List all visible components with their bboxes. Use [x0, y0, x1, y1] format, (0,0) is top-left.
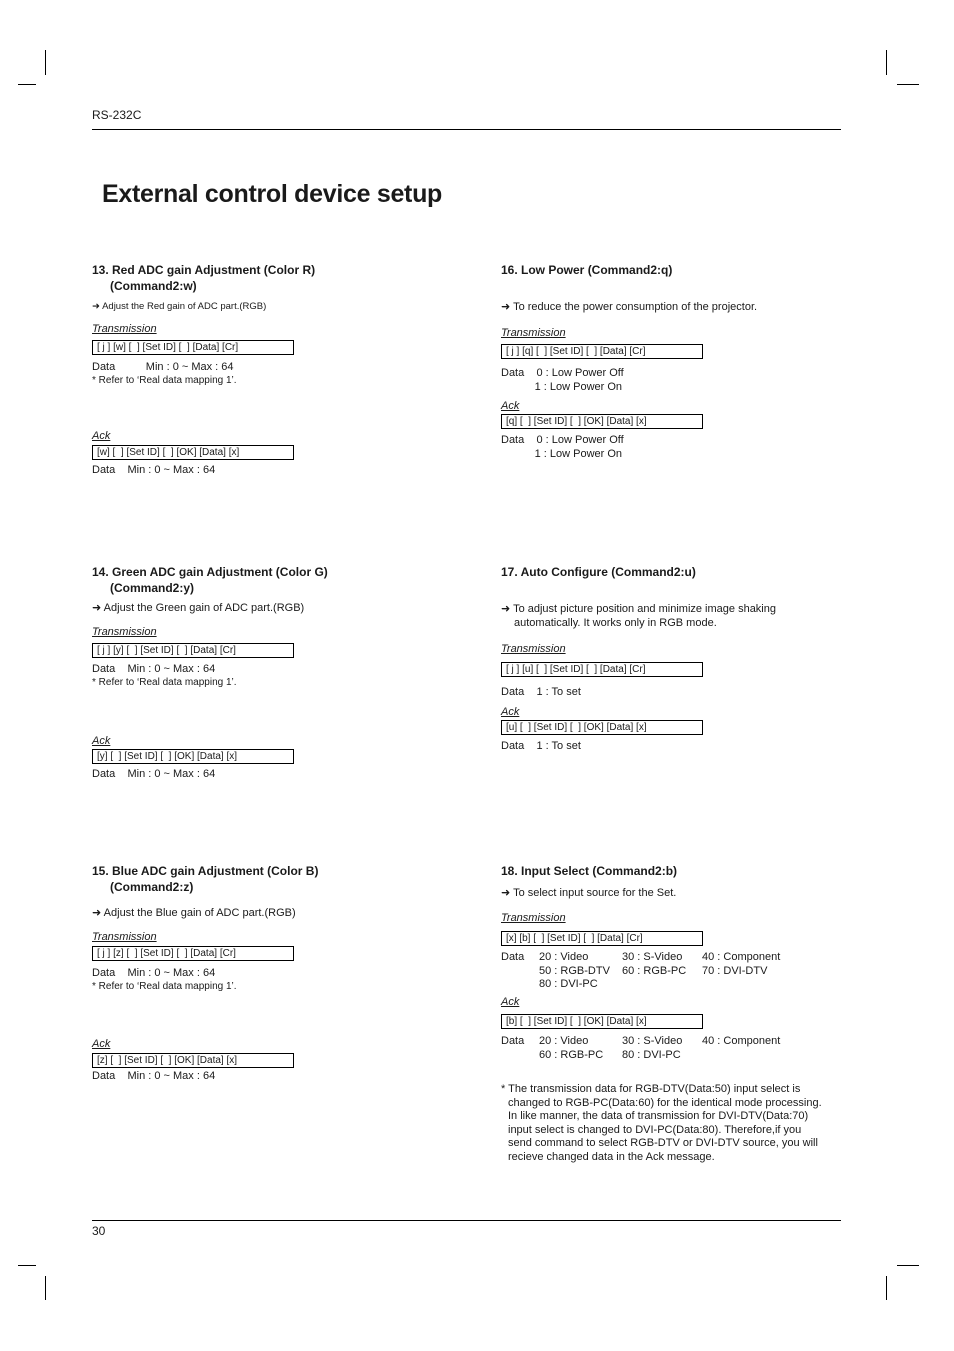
transmission-command-box: [ j ] [w] [ ] [Set ID] [ ] [Data] [Cr] [92, 340, 294, 355]
ack-data-option: 30 : S-Video [622, 1035, 683, 1047]
ack-data-option: 40 : Component [702, 1035, 781, 1047]
transmission-label: Transmission [501, 643, 566, 655]
transmission-command-box: [ j ] [y] [ ] [Set ID] [ ] [Data] [Cr] [92, 643, 294, 658]
data-option: 50 : RGB-DTV [539, 964, 610, 977]
section-title: 16. Low Power (Command2:q) [501, 263, 673, 277]
transmission-label: Transmission [92, 626, 157, 638]
transmission-command-box: [ j ] [q] [ ] [Set ID] [ ] [Data] [Cr] [501, 344, 703, 359]
ack-data-option: 1 : Low Power On [501, 448, 623, 460]
transmission-label: Transmission [501, 912, 566, 924]
section-description: ➜ To reduce the power consumption of the projector. [501, 301, 758, 313]
transmission-command-box: [x] [b] [ ] [Set ID] [ ] [Data] [Cr] [501, 931, 703, 946]
ack-data-option: Data 0 : Low Power Off [501, 434, 624, 446]
section-13 [92, 262, 472, 477]
data-option: 1 : Low Power On [501, 381, 623, 393]
ack-data-option: Data 1 : To set [501, 740, 581, 752]
section-description: ➜ Adjust the Blue gain of ADC part.(RGB) [92, 907, 296, 919]
ack-command-box: [w] [ ] [Set ID] [ ] [OK] [Data] [x] [92, 445, 294, 460]
data-option: 30 : S-Video [622, 951, 683, 963]
data-label: Data [501, 951, 525, 963]
ack-data-range: Data Min : 0 ~ Max : 64 [92, 1070, 216, 1082]
data-option: 20 : Video [539, 951, 589, 963]
mapping-note: * Refer to ‘Real data mapping 1’. [92, 981, 237, 992]
section-17 [501, 564, 881, 753]
data-range: Data Min : 0 ~ Max : 64 [92, 361, 234, 373]
section-title: 17. Auto Configure (Command2:u) [501, 565, 696, 579]
ack-command-box: [u] [ ] [Set ID] [ ] [OK] [Data] [x] [501, 720, 703, 735]
mapping-note: * Refer to ‘Real data mapping 1’. [92, 677, 237, 688]
crop-mark [18, 84, 36, 85]
transmission-label: Transmission [92, 931, 157, 943]
header-section-label: RS-232C [92, 108, 142, 122]
data-option: 40 : Component [702, 951, 781, 963]
ack-command-box: [y] [ ] [Set ID] [ ] [OK] [Data] [x] [92, 749, 294, 764]
ack-data-label: Data [501, 1035, 525, 1047]
data-option: 70 : DVI-DTV [702, 964, 768, 977]
input-select-footnote: * The transmission data for RGB-DTV(Data:50) input select is changed to RGB-PC(Data:60) for the identical mode processing. In like manner, the data of transmission for DVI-DTV(Data:70) input select is changed to DVI-PC(Data:80). Therefore,if you send command to select RGB-DTV or DVI-DTV source, you will recieve changed data in the Ack message. [501, 1083, 822, 1163]
data-option: 60 : RGB-PC [622, 964, 687, 977]
crop-mark [45, 1276, 46, 1300]
ack-label: Ack [92, 1038, 111, 1050]
ack-data-option: 80 : DVI-PC [622, 1048, 681, 1061]
ack-data-options-grid [501, 1035, 801, 1063]
ack-label: Ack [92, 735, 111, 747]
data-option: Data 0 : Low Power Off [501, 367, 624, 379]
ack-command-box: [b] [ ] [Set ID] [ ] [OK] [Data] [x] [501, 1014, 703, 1029]
ack-command-box: [q] [ ] [Set ID] [ ] [OK] [Data] [x] [501, 414, 703, 429]
data-option: Data 1 : To set [501, 686, 581, 698]
mapping-note: * Refer to ‘Real data mapping 1’. [92, 375, 237, 386]
ack-data-option: 20 : Video [539, 1035, 589, 1047]
transmission-command-box: [ j ] [u] [ ] [Set ID] [ ] [Data] [Cr] [501, 662, 703, 677]
section-description: ➜ Adjust the Green gain of ADC part.(RGB) [92, 602, 305, 614]
section-15 [92, 863, 472, 1083]
page-title: External control device setup [102, 180, 443, 208]
section-title: 18. Input Select (Command2:b) [501, 864, 678, 878]
crop-mark [886, 1276, 887, 1300]
transmission-command-box: [ j ] [z] [ ] [Set ID] [ ] [Data] [Cr] [92, 946, 294, 961]
section-description: ➜ Adjust the Red gain of ADC part.(RGB) [92, 301, 267, 312]
data-range: Data Min : 0 ~ Max : 64 [92, 663, 216, 675]
ack-data-range: Data Min : 0 ~ Max : 64 [92, 464, 216, 476]
ack-label: Ack [501, 706, 520, 718]
page-number: 30 [92, 1224, 106, 1238]
header-divider [92, 129, 841, 130]
section-title: 14. Green ADC gain Adjustment (Color G) (Command2:y) [92, 565, 328, 595]
ack-command-box: [z] [ ] [Set ID] [ ] [OK] [Data] [x] [92, 1053, 294, 1068]
ack-label: Ack [92, 430, 111, 442]
section-description: ➜ To select input source for the Set. [501, 887, 677, 899]
transmission-label: Transmission [92, 323, 157, 335]
section-18 [501, 863, 851, 1173]
crop-mark [897, 1265, 919, 1266]
ack-data-range: Data Min : 0 ~ Max : 64 [92, 768, 216, 780]
data-option: 80 : DVI-PC [539, 978, 598, 991]
data-options-grid [501, 951, 801, 993]
crop-mark [18, 1265, 36, 1266]
crop-mark [45, 50, 46, 75]
footer-divider [92, 1220, 841, 1221]
section-14 [92, 564, 472, 781]
data-range: Data Min : 0 ~ Max : 64 [92, 967, 216, 979]
section-description: ➜ To adjust picture position and minimize image shaking automatically. It works only in RGB mode. [501, 603, 776, 629]
ack-data-option: 60 : RGB-PC [539, 1048, 604, 1061]
section-title: 15. Blue ADC gain Adjustment (Color B) (Command2:z) [92, 864, 319, 894]
ack-label: Ack [501, 996, 520, 1008]
section-title: 13. Red ADC gain Adjustment (Color R) (Command2:w) [92, 263, 316, 293]
crop-mark [886, 50, 887, 75]
section-16 [501, 262, 881, 461]
ack-label: Ack [501, 400, 520, 412]
transmission-label: Transmission [501, 327, 566, 339]
crop-mark [897, 84, 919, 85]
